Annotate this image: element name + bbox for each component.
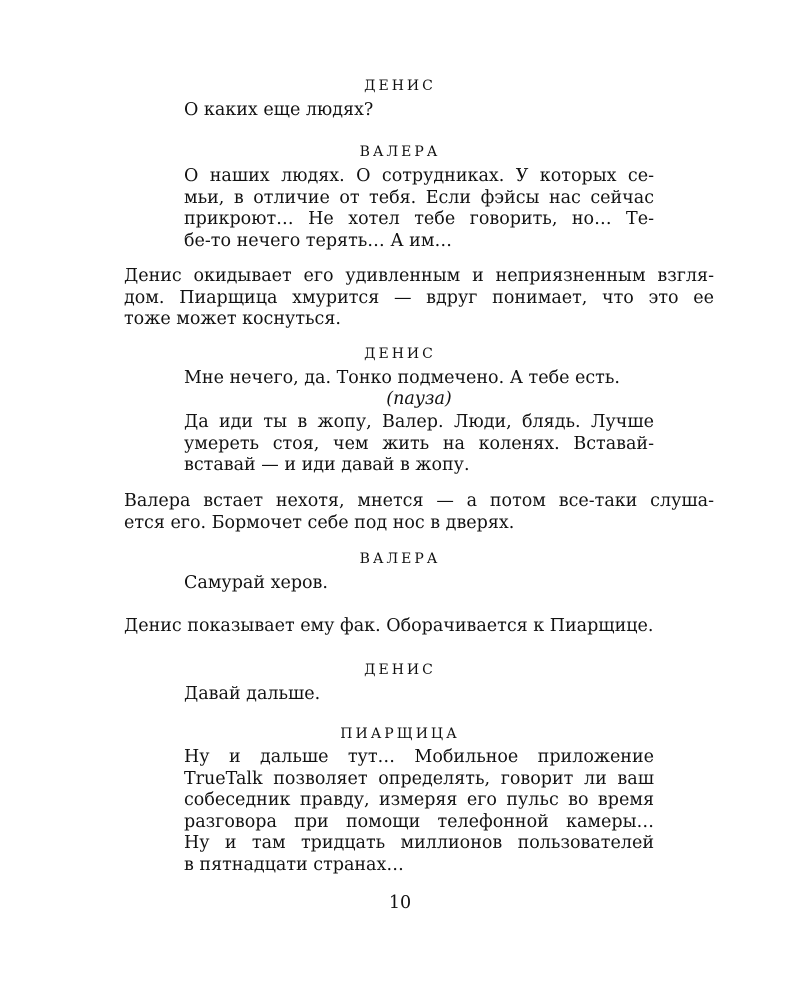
dialogue-line: в пятнадцати странах… bbox=[184, 854, 404, 875]
dialogue-line: разговора при помощи телефонной камеры… bbox=[184, 811, 654, 832]
dialogue-line: бе-то нечего терять… А им… bbox=[184, 230, 452, 251]
dialogue-line: TrueTalk позволяет определять, говорит ли ваш bbox=[184, 768, 654, 789]
dialogue bbox=[184, 573, 654, 595]
action-line: Денис показывает ему фак. Оборачивается к Пиарщице. bbox=[124, 616, 654, 636]
dialogue-line: Ну и там тридцать миллионов пользователей bbox=[184, 833, 654, 853]
character-name: ПИАРЩИЦА bbox=[340, 726, 460, 742]
parenthetical: (пауза) bbox=[386, 389, 452, 409]
dialogue-line: мьи, в отличие от тебя. Если фэйсы нас сейчас bbox=[184, 187, 654, 208]
dialogue-line: собеседник правду, измеряя его пульс во время bbox=[184, 790, 654, 810]
character-name: ДЕНИС bbox=[364, 662, 436, 678]
dialogue-line: умереть стоя, чем жить на коленях. Вставай- bbox=[184, 433, 654, 454]
page-number: 10 bbox=[388, 893, 412, 913]
action-line: Денис окидывает его удивленным и неприязненным взгля- bbox=[124, 266, 714, 286]
action-line: Валера встает нехотя, мнется — а потом все-таки слуша- bbox=[124, 491, 714, 511]
dialogue-line: Да иди ты в жопу, Валер. Люди, блядь. Лучше bbox=[184, 412, 654, 432]
character-name: ДЕНИС bbox=[364, 346, 436, 362]
character-name: ВАЛЕРА bbox=[359, 551, 441, 567]
dialogue-line: Ну и дальше тут… Мобильное приложение bbox=[184, 747, 654, 767]
dialogue bbox=[184, 747, 654, 876]
dialogue-line: О наших людях. О сотрудниках. У которых се- bbox=[184, 166, 654, 186]
action-line: дом. Пиарщица хмурится — вдруг понимает, что это ее bbox=[124, 287, 714, 308]
dialogue-line: Давай дальше. bbox=[184, 684, 321, 704]
dialogue-line: О каких еще людях? bbox=[184, 100, 374, 120]
action-paragraph bbox=[124, 491, 714, 534]
character-name: ДЕНИС bbox=[364, 78, 436, 94]
dialogue-line: вставай — и иди давай в жопу. bbox=[184, 455, 470, 475]
dialogue bbox=[184, 684, 654, 706]
dialogue bbox=[184, 368, 654, 390]
dialogue bbox=[184, 100, 654, 122]
dialogue-line: Мне нечего, да. Тонко подмечено. А тебе есть. bbox=[184, 368, 620, 388]
action-paragraph bbox=[124, 616, 714, 638]
action-line: ется его. Бормочет себе под нос в дверях. bbox=[124, 512, 515, 533]
dialogue bbox=[184, 412, 654, 477]
dialogue bbox=[184, 166, 654, 252]
dialogue-line: Самурай херов. bbox=[184, 573, 328, 593]
action-paragraph bbox=[124, 266, 714, 331]
action-line: тоже может коснуться. bbox=[124, 309, 341, 329]
character-name: ВАЛЕРА bbox=[359, 144, 441, 160]
dialogue-line: прикроют… Не хотел тебе говорить, но… Те- bbox=[184, 209, 654, 229]
